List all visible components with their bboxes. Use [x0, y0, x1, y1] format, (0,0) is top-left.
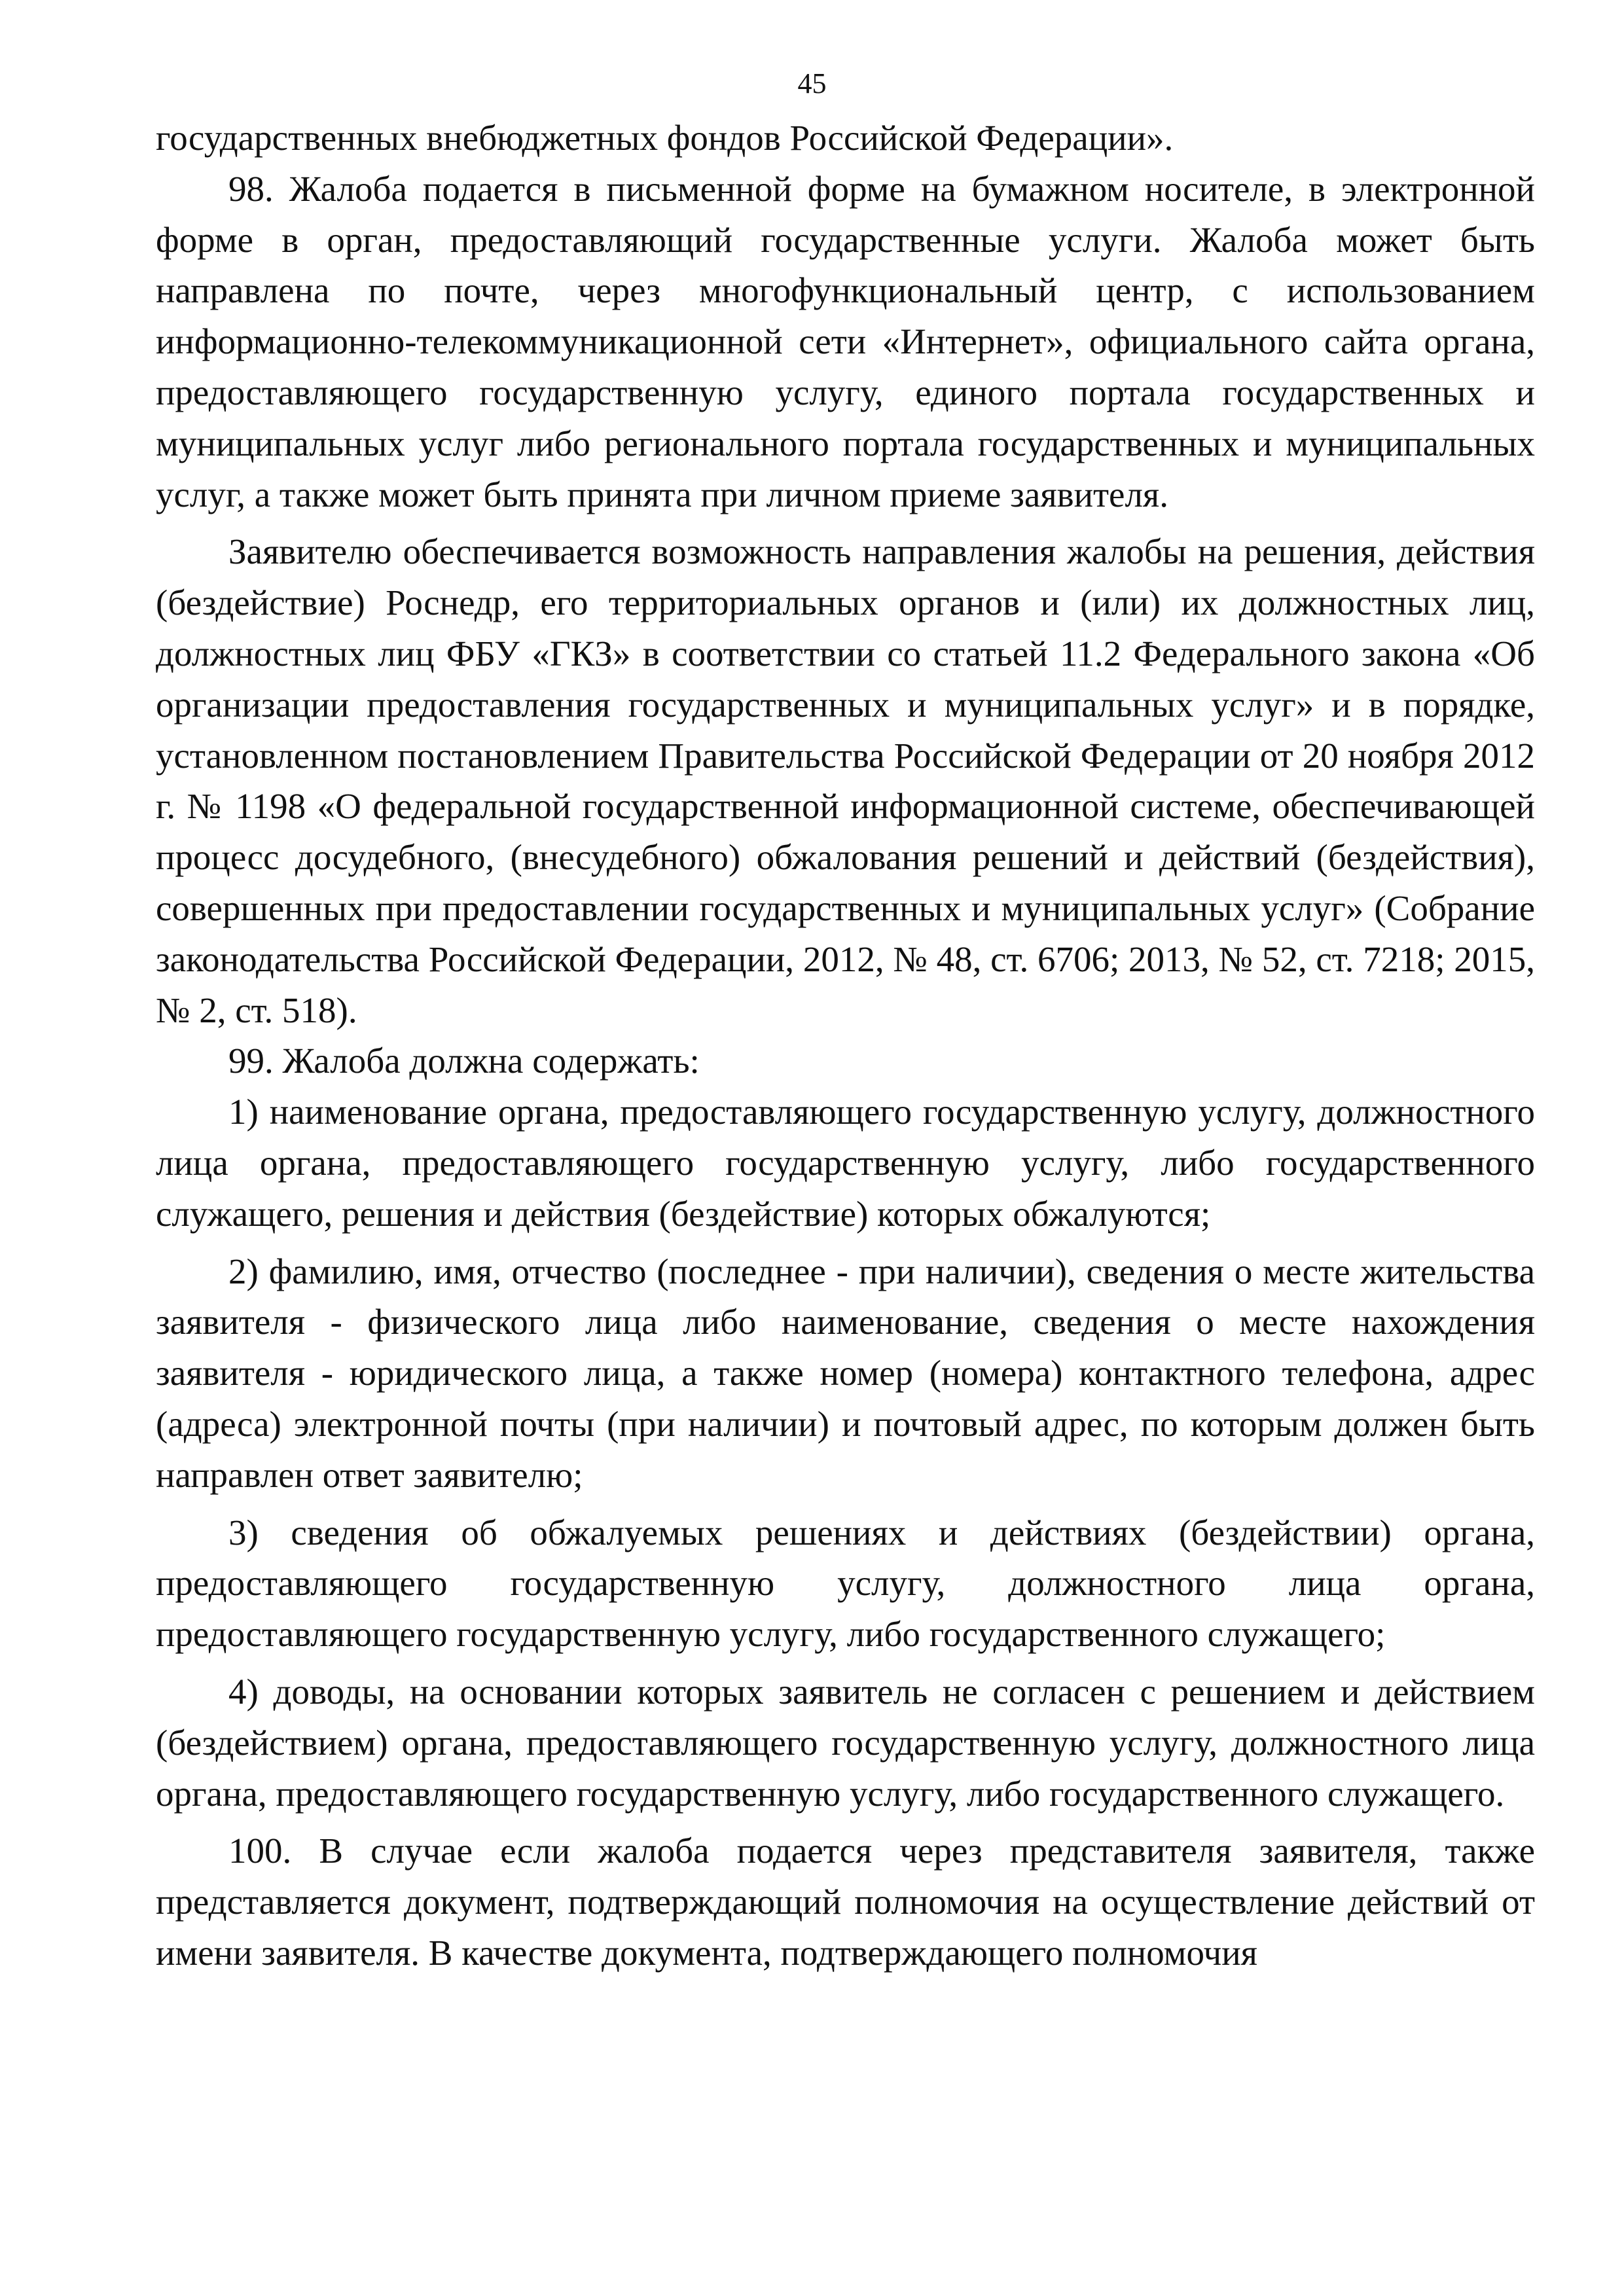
page-number: 45	[797, 67, 827, 99]
list-item-3: 3) сведения об обжалуемых решениях и действиях (бездействии) органа, предоставляющего государственную услугу, должностного лица органа, предоставляющего государственную услугу, либо государственного служащего;	[156, 1512, 1535, 1655]
list-item-1: 1) наименование органа, предоставляющего государственную услугу, должностного лица органа, предоставляющего государственную услугу, либо государственного служащего, решения и действия (бездействие) которых обжалуются;	[156, 1092, 1535, 1234]
list-item-4: 4) доводы, на основании которых заявитель не согласен с решением и действием (бездействием) органа, предоставляющего государственную услугу, должностного лица органа, предоставляющего государственную услугу, либо государственного служащего.	[156, 1671, 1535, 1814]
paragraph-continuation: государственных внебюджетных фондов Российской Федерации».	[156, 118, 1174, 158]
document-body	[156, 113, 1535, 1979]
paragraph-99: 99. Жалоба должна содержать:	[228, 1041, 700, 1081]
paragraph-applicant-rights: Заявителю обеспечивается возможность направления жалобы на решения, действия (бездействие) Роснедр, его территориальных органов и (или) их должностных лиц, должностных лиц ФБУ «ГКЗ» в соответствии со статьей 11.2 Федерального закона «Об организации предоставления государственных и муниципальных услуг» и в порядке, установленном постановлением Правительства Российской Федерации от 20 ноября 2012 г. № 1198 «О федеральной государственной информационной системе, обеспечивающей процесс досудебного, (внесудебного) обжалования решений и действий (бездействия), совершенных при предоставлении государственных и муниципальных услуг» (Собрание законодательства Российской Федерации, 2012, № 48, ст. 6706; 2013, № 52, ст. 7218; 2015, № 2, ст. 518).	[156, 531, 1535, 1030]
list-item-2: 2) фамилию, имя, отчество (последнее - при наличии), сведения о месте жительства заявителя - физического лица либо наименование, сведения о месте нахождения заявителя - юридического лица, а также номер (номера) контактного телефона, адрес (адреса) электронной почты (при наличии) и почтовый адрес, по которым должен быть направлен ответ заявителю;	[156, 1251, 1535, 1495]
paragraph-98: 98. Жалоба подается в письменной форме на бумажном носителе, в электронной форме в орган, предоставляющий государственные услуги. Жалоба может быть направлена по почте, через многофункциональный центр, с использованием информационно-телекоммуникационной сети «Интернет», официального сайта органа, предоставляющего государственную услугу, единого портала государственных и муниципальных услуг либо регионального портала государственных и муниципальных услуг, а также может быть принята при личном приеме заявителя.	[156, 168, 1535, 514]
paragraph-100: 100. В случае если жалоба подается через представителя заявителя, также представляется документ, подтверждающий полномочия на осуществление действий от имени заявителя. В качестве документа, подтверждающего полномочия	[156, 1831, 1535, 1973]
